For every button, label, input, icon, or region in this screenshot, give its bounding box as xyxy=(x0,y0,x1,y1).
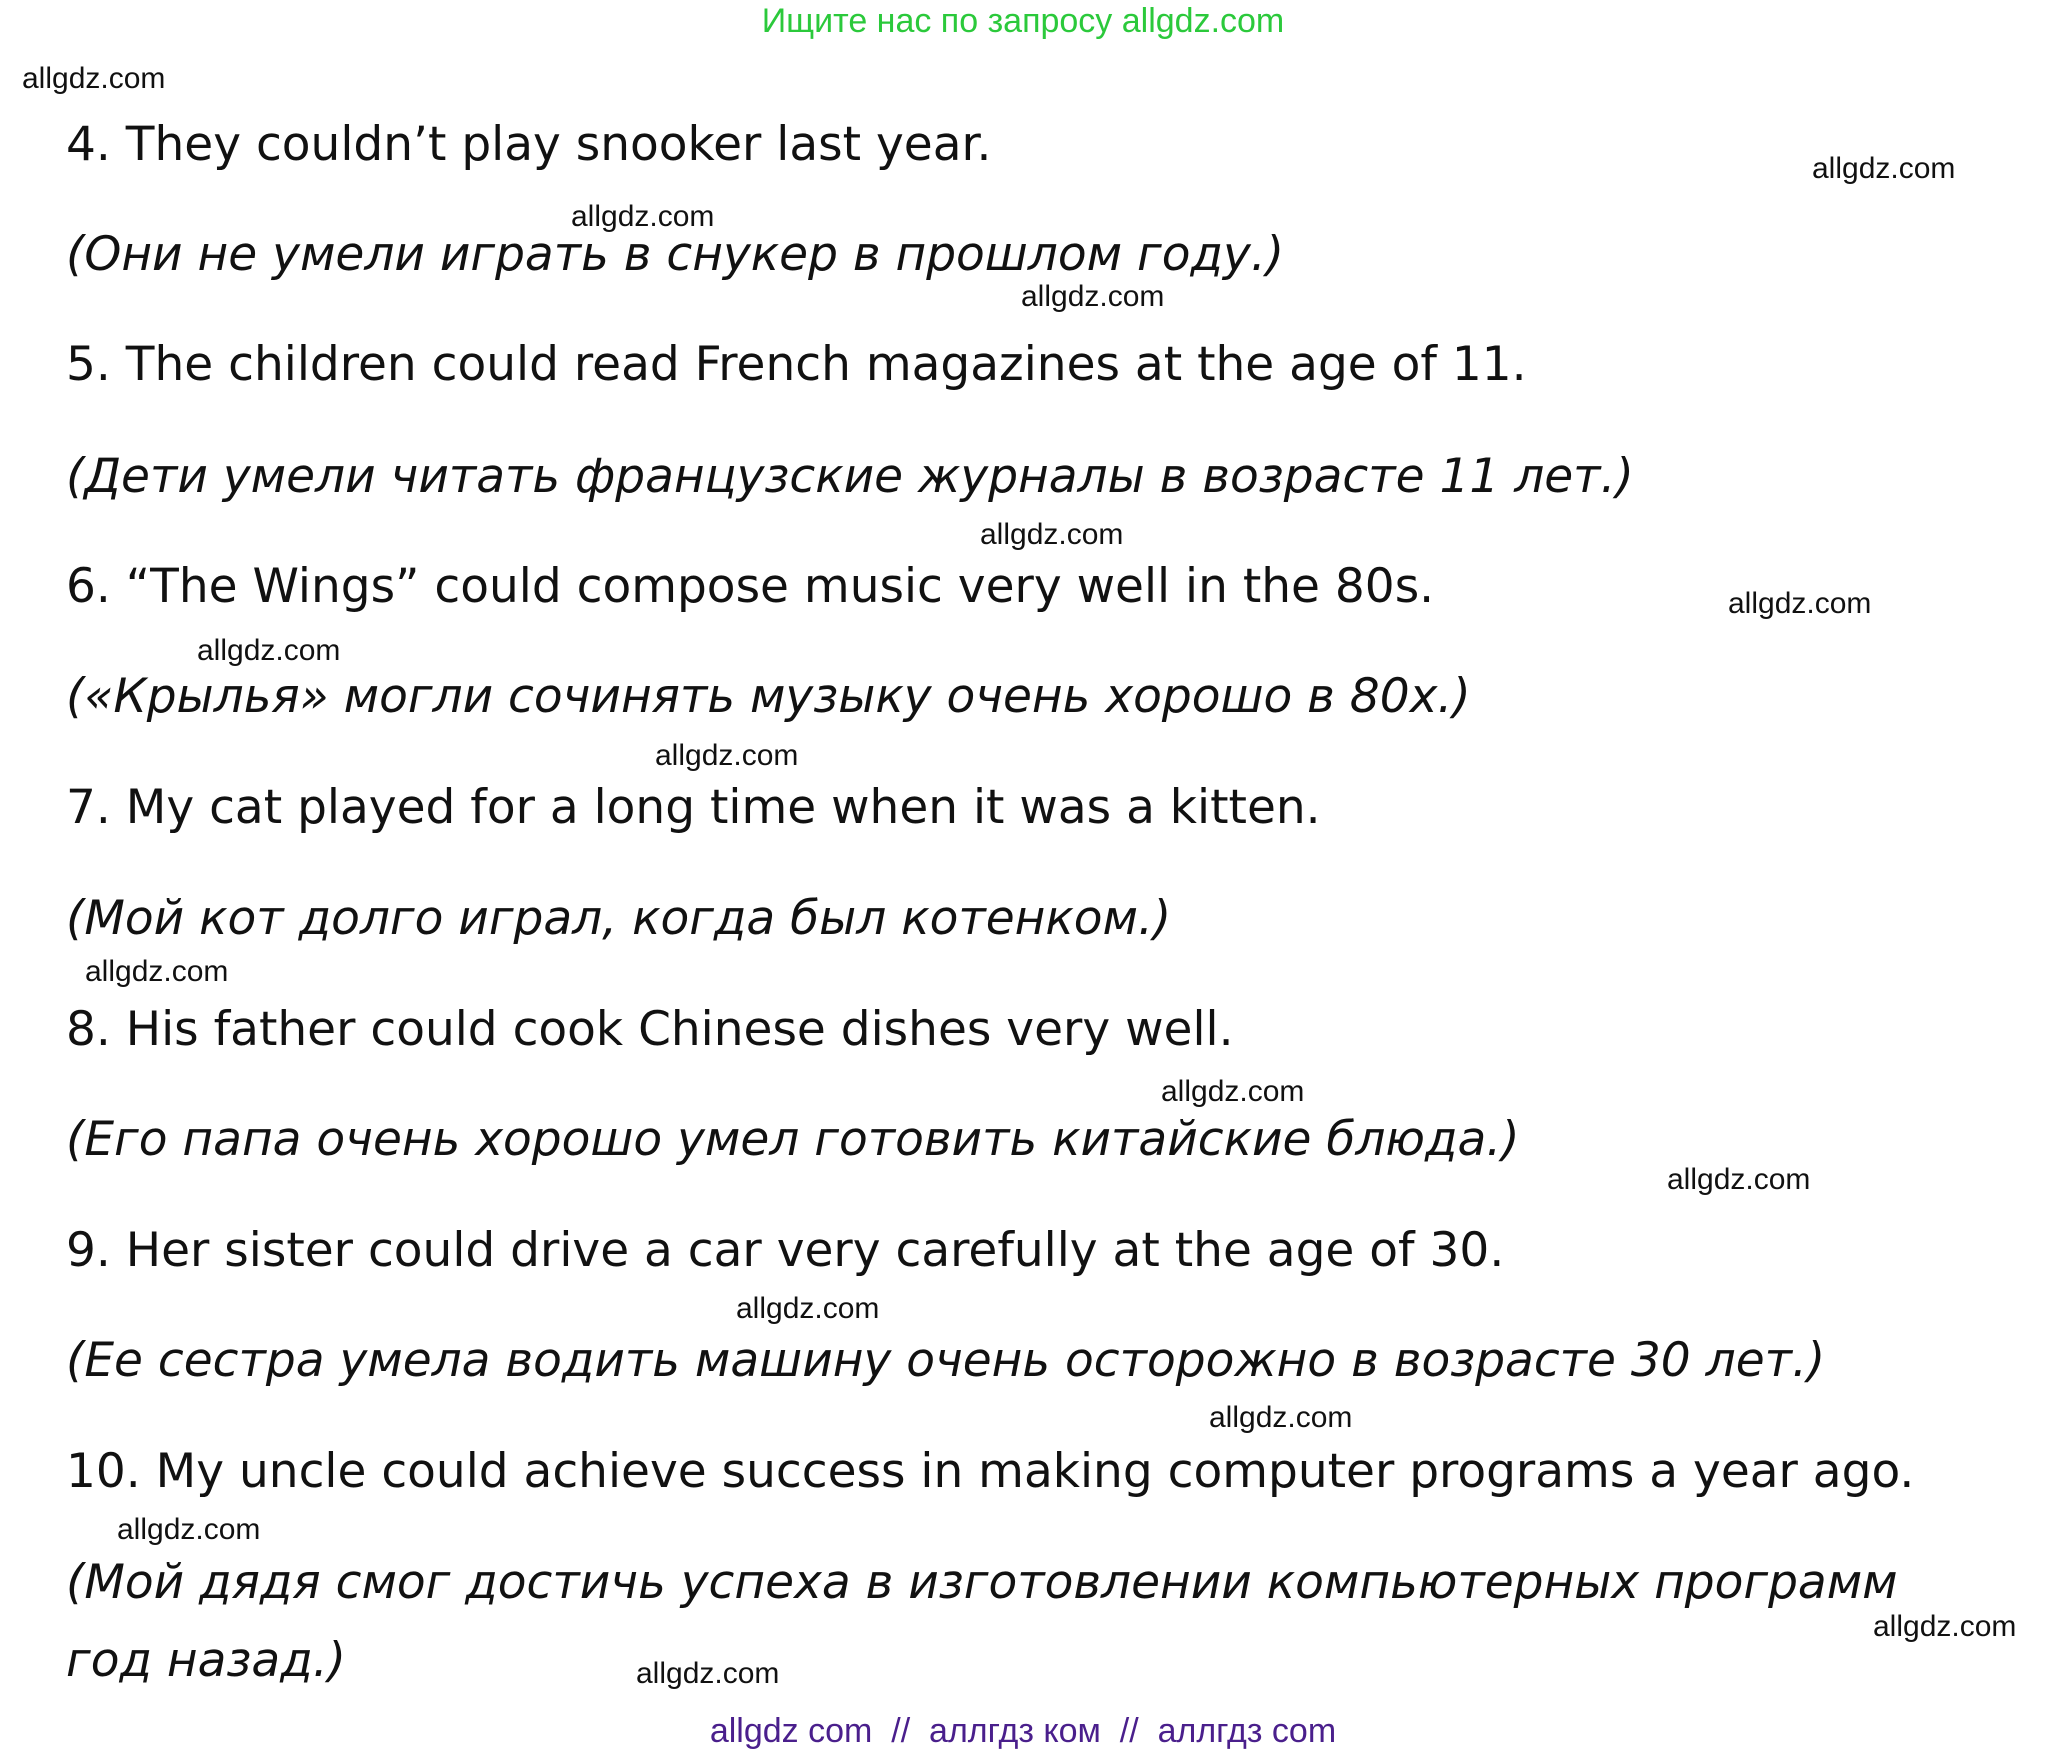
watermark: allgdz.com xyxy=(1812,152,1956,185)
sentence-7-english: 7. My cat played for a long time when it was a kitten. xyxy=(66,780,1321,835)
watermark: allgdz.com xyxy=(1667,1163,1811,1196)
sentence-5-english: 5. The children could read French magazines at the age of 11. xyxy=(66,337,1527,392)
sentence-9-english: 9. Her sister could drive a car very carefully at the age of 30. xyxy=(66,1223,1505,1278)
watermark: allgdz.com xyxy=(1873,1610,2017,1643)
watermark: allgdz.com xyxy=(1728,587,1872,620)
footer-links: allgdz com // аллгдз ком // аллгдз com xyxy=(709,1712,1337,1750)
sentence-8-russian: (Его папа очень хорошо умел готовить китайские блюда.) xyxy=(66,1112,1520,1167)
watermark: allgdz.com xyxy=(980,518,1124,551)
watermark: allgdz.com xyxy=(571,200,715,233)
sentence-6-russian: («Крылья» могли сочинять музыку очень хорошо в 80х.) xyxy=(66,669,1471,724)
watermark: allgdz.com xyxy=(1021,280,1165,313)
sentence-10-russian-line-1: (Мой дядя смог достичь успеха в изготовлении компьютерных программ xyxy=(66,1555,1898,1610)
sentence-7-russian: (Мой кот долго играл, когда был котенком.) xyxy=(66,891,1172,946)
sentence-6-english: 6. “The Wings” could compose music very well in the 80s. xyxy=(66,559,1435,614)
sentence-5-russian: (Дети умели читать французские журналы в возрасте 11 лет.) xyxy=(66,449,1634,504)
watermark: allgdz.com xyxy=(736,1292,880,1325)
watermark: allgdz.com xyxy=(117,1513,261,1546)
sentence-10-english: 10. My uncle could achieve success in making computer programs a year ago. xyxy=(66,1444,1915,1499)
watermark: allgdz.com xyxy=(1209,1401,1353,1434)
watermark: allgdz.com xyxy=(655,739,799,772)
watermark: allgdz.com xyxy=(636,1657,780,1690)
header-search-hint: Ищите нас по запросу allgdz.com xyxy=(761,2,1285,40)
watermark: allgdz.com xyxy=(22,62,166,95)
sentence-4-english: 4. They couldn’t play snooker last year. xyxy=(66,117,992,172)
watermark: allgdz.com xyxy=(197,634,341,667)
sentence-10-russian-line-2: год назад.) xyxy=(66,1633,346,1688)
watermark: allgdz.com xyxy=(85,955,229,988)
sentence-4-russian: (Они не умели играть в снукер в прошлом году.) xyxy=(66,227,1285,282)
watermark: allgdz.com xyxy=(1161,1075,1305,1108)
sentence-8-english: 8. His father could cook Chinese dishes very well. xyxy=(66,1002,1234,1057)
sentence-9-russian: (Ее сестра умела водить машину очень осторожно в возрасте 30 лет.) xyxy=(66,1333,1826,1388)
